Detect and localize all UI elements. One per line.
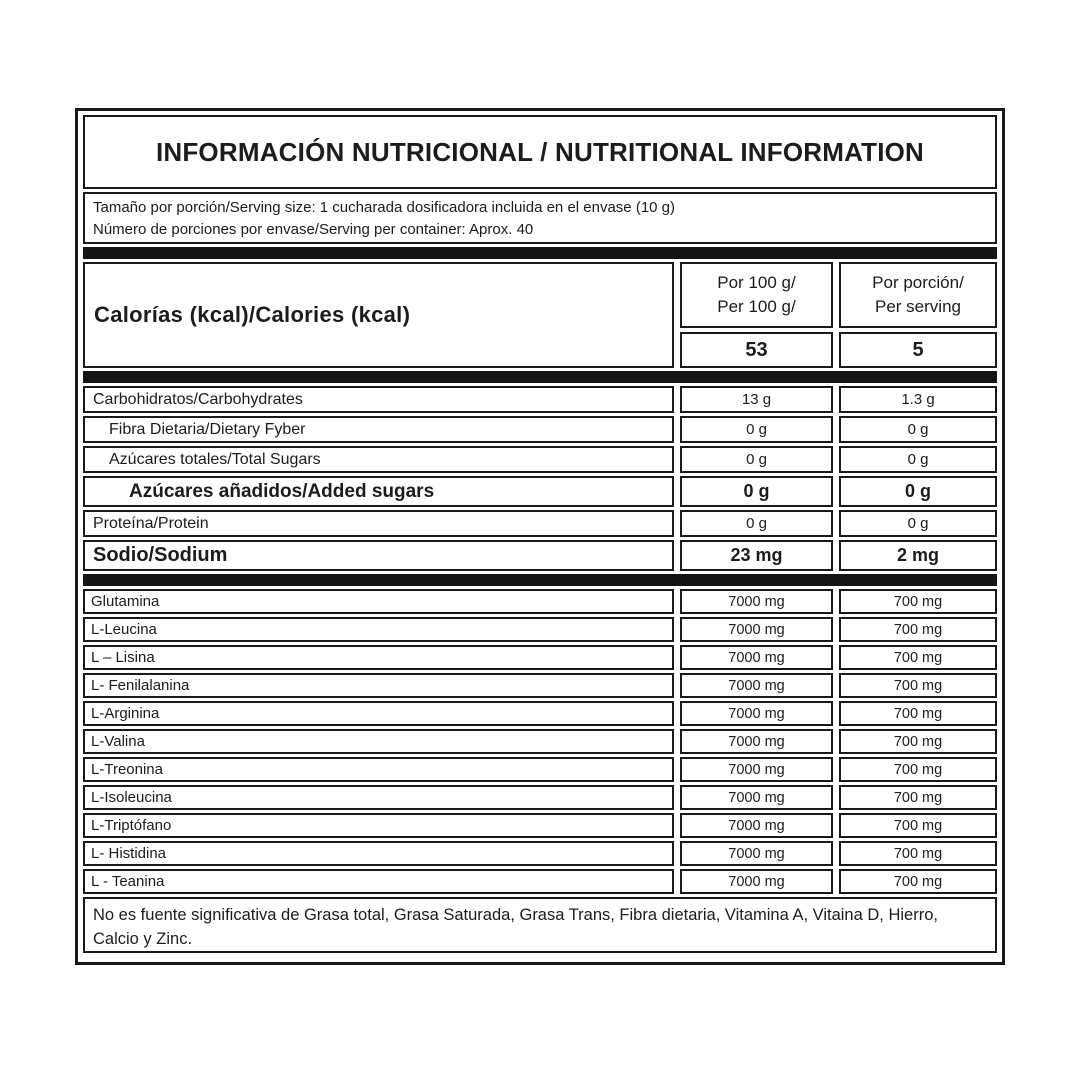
value-per-serving: 700 mg (839, 841, 997, 866)
value-per100: 7000 mg (680, 589, 833, 614)
amino-label: L-Treonina (83, 757, 674, 782)
amino-row-isoleucine (83, 785, 997, 810)
amino-row-arginine (83, 701, 997, 726)
value-per100: 7000 mg (680, 841, 833, 866)
value-per-serving: 700 mg (839, 673, 997, 698)
amino-label: L-Isoleucina (83, 785, 674, 810)
value-per-serving: 700 mg (839, 701, 997, 726)
value-per100: 23 mg (680, 540, 833, 571)
amino-label: L - Teanina (83, 869, 674, 894)
nutrient-label: Azúcares totales/Total Sugars (83, 446, 674, 473)
amino-label: L – Lisina (83, 645, 674, 670)
section-divider (83, 247, 997, 259)
amino-label: L- Histidina (83, 841, 674, 866)
amino-label: Glutamina (83, 589, 674, 614)
value-per100: 0 g (680, 476, 833, 507)
serving-info (83, 192, 997, 244)
nutrient-row-dietary-fiber (83, 416, 997, 443)
amino-row-tryptophan (83, 813, 997, 838)
column-header-per100-line1: Por 100 g/ (717, 273, 796, 292)
nutrient-row-carbohydrates (83, 386, 997, 413)
value-per-serving: 700 mg (839, 757, 997, 782)
value-per-serving: 700 mg (839, 785, 997, 810)
value-per100: 0 g (680, 416, 833, 443)
value-per100: 7000 mg (680, 757, 833, 782)
value-per100: 7000 mg (680, 673, 833, 698)
value-per-serving: 0 g (839, 476, 997, 507)
value-per-serving: 0 g (839, 510, 997, 537)
calories-section (83, 262, 997, 368)
nutrition-label (75, 108, 1005, 965)
amino-row-phenylalanine (83, 673, 997, 698)
nutrient-label: Sodio/Sodium (83, 540, 674, 571)
nutrient-label: Carbohidratos/Carbohydrates (83, 386, 674, 413)
column-header-per100 (680, 262, 833, 328)
label-title: INFORMACIÓN NUTRICIONAL / NUTRITIONAL INFORMATION (83, 115, 997, 189)
nutrient-row-protein (83, 510, 997, 537)
value-per-serving: 0 g (839, 416, 997, 443)
value-per100: 0 g (680, 446, 833, 473)
amino-label: L-Arginina (83, 701, 674, 726)
column-header-per-serving-line2: Per serving (875, 297, 961, 316)
value-per100: 7000 mg (680, 701, 833, 726)
section-divider (83, 371, 997, 383)
value-per-serving: 1.3 g (839, 386, 997, 413)
value-per-serving: 700 mg (839, 813, 997, 838)
calories-label: Calorías (kcal)/Calories (kcal) (83, 262, 674, 368)
column-header-per-serving-line1: Por porción/ (872, 273, 964, 292)
amino-row-histidine (83, 841, 997, 866)
nutrient-row-total-sugars (83, 446, 997, 473)
amino-label: L-Leucina (83, 617, 674, 642)
value-per100: 7000 mg (680, 645, 833, 670)
nutrient-row-sodium (83, 540, 997, 571)
amino-row-theanine (83, 869, 997, 894)
value-per100: 7000 mg (680, 729, 833, 754)
value-per-serving: 700 mg (839, 869, 997, 894)
amino-row-threonine (83, 757, 997, 782)
calories-per100-value: 53 (680, 332, 833, 368)
value-per100: 7000 mg (680, 813, 833, 838)
serving-size-line: Tamaño por porción/Serving size: 1 cucharada dosificadora incluida en el envase (10 g) (93, 199, 676, 216)
value-per100: 7000 mg (680, 785, 833, 810)
not-significant-source-note: No es fuente significativa de Grasa total, Grasa Saturada, Grasa Trans, Fibra dietaria, Vitamina A, Vitaina D, Hierro, Calcio y Zinc. (83, 897, 997, 953)
amino-row-valine (83, 729, 997, 754)
amino-row-leucine (83, 617, 997, 642)
calories-per-serving-value: 5 (839, 332, 997, 368)
value-per-serving: 700 mg (839, 589, 997, 614)
value-per-serving: 700 mg (839, 729, 997, 754)
amino-label: L- Fenilalanina (83, 673, 674, 698)
value-per100: 7000 mg (680, 617, 833, 642)
value-per-serving: 2 mg (839, 540, 997, 571)
nutrient-label: Azúcares añadidos/Added sugars (83, 476, 674, 507)
value-per100: 7000 mg (680, 869, 833, 894)
nutrient-label: Proteína/Protein (83, 510, 674, 537)
amino-label: L-Valina (83, 729, 674, 754)
value-per-serving: 0 g (839, 446, 997, 473)
nutrient-row-added-sugars (83, 476, 997, 507)
amino-row-glutamine (83, 589, 997, 614)
value-per-serving: 700 mg (839, 645, 997, 670)
column-header-per-serving (839, 262, 997, 328)
nutrient-label: Fibra Dietaria/Dietary Fyber (83, 416, 674, 443)
amino-label: L-Triptófano (83, 813, 674, 838)
amino-row-lysine (83, 645, 997, 670)
value-per100: 0 g (680, 510, 833, 537)
servings-per-container-line: Número de porciones por envase/Serving per container: Aprox. 40 (93, 221, 534, 238)
section-divider (83, 574, 997, 586)
value-per-serving: 700 mg (839, 617, 997, 642)
column-header-per100-line2: Per 100 g/ (717, 297, 796, 316)
value-per100: 13 g (680, 386, 833, 413)
